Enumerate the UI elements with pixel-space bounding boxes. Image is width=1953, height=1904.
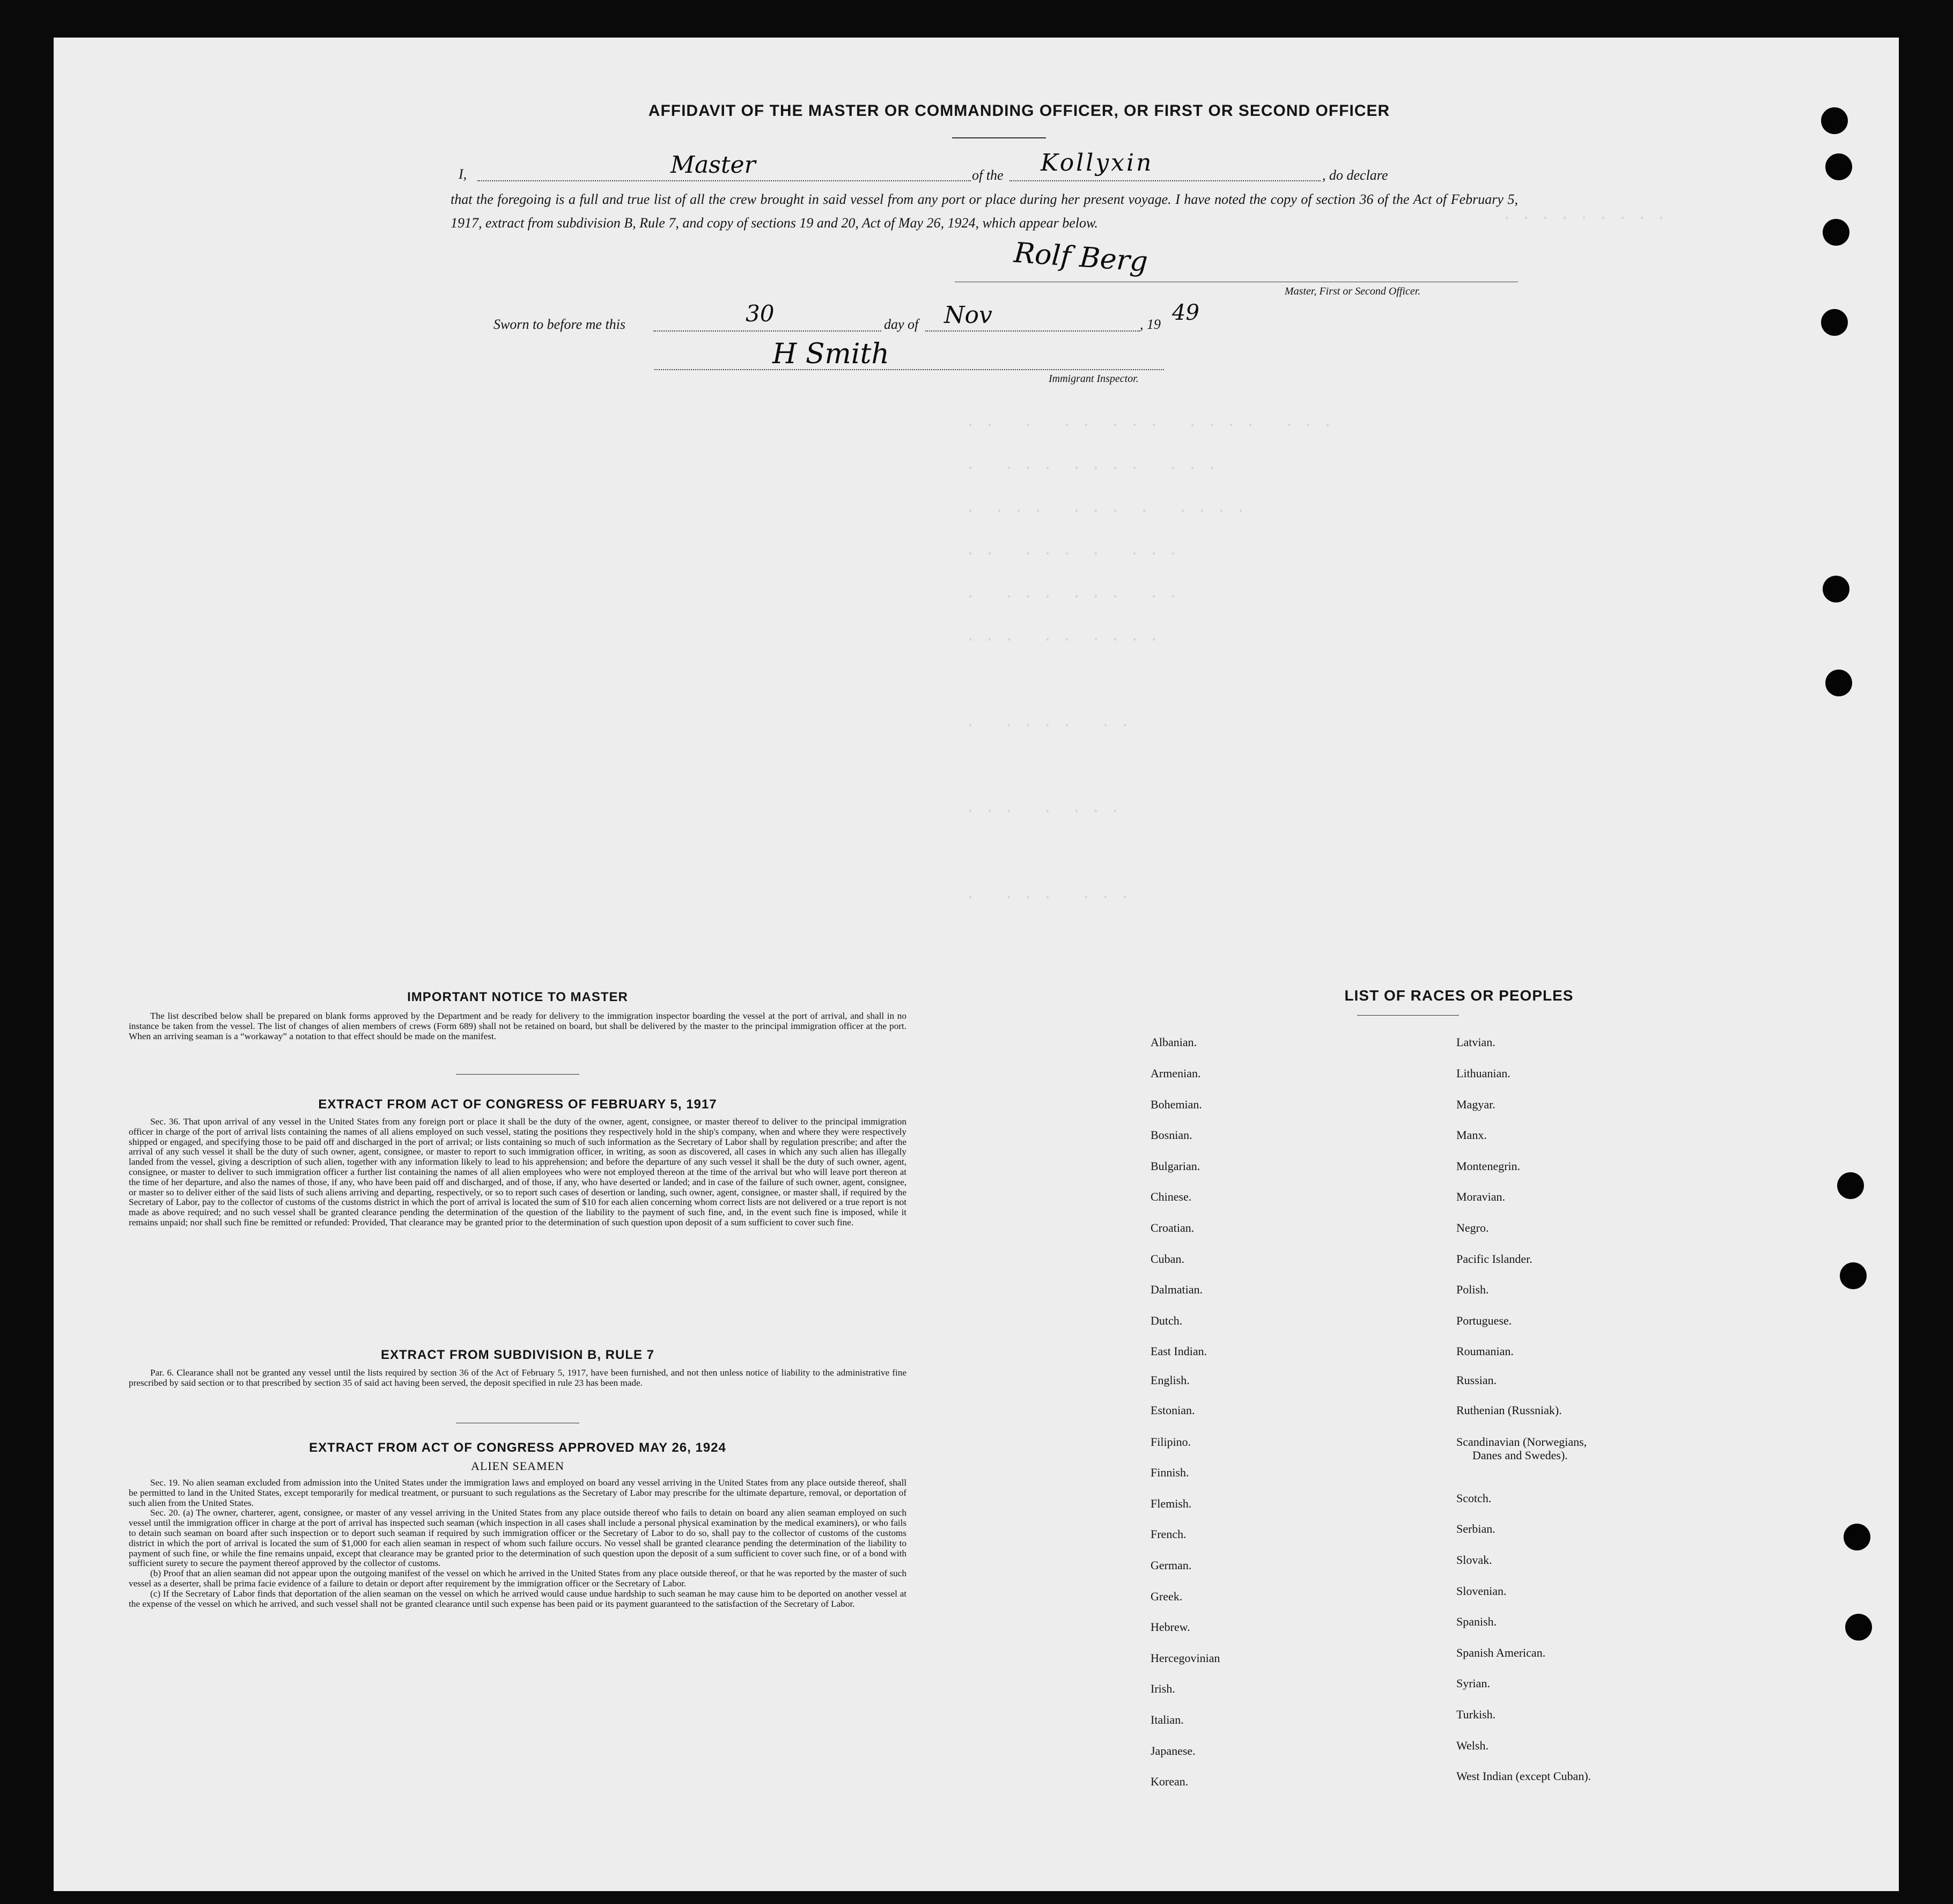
race-item: Bulgarian. — [1151, 1159, 1200, 1173]
race-item: Italian. — [1151, 1713, 1184, 1726]
inspector-signature: H Smith — [772, 338, 889, 370]
form-sheet: · · · · · · · · · . . . . . . . . . . . . . . . . . . . . . . . . . . . . . . . . . . . . . . . . . . . . . . . . . . . . . . . . . . . . . . . . . . . . . . . . . . . . . . . . . . . . . . AFFIDAVIT OF THE MASTER OR COMMANDING OFFICER, OR FIRST OR SECOND OFFICER I, Master of the Kollyxin , do declare that the foregoing is a full and true list of all the crew brought in said vessel from any port or place during her present voyage. I have noted the copy of section 36 of the Act of February 5, 1917, extract from subdivision B, Rule 7, and copy of sections 19 and 20, Act of May 26, 1924, which appear below. Rolf Berg Master, First or Second Officer. Sworn to before me this 30 day of Nov , 19 49 H Smith Immigrant Inspector. IMPORTANT NOTICE TO MASTER The list described below shall be prepared on blank forms approved by the Department and be ready for delivery to the immigration inspector boarding the vessel at the port of arrival, and shall in no instance be taken from the vessel. The list of changes of alien members of crews (Form 689) shall not be retained on board, but shall be delivered by the master to the principal immigration officer at the port. When an arriving seaman is a “workaway” a notation to that effect should be made on the manifest. EXTRACT FROM ACT OF CONGRESS OF FEBRUARY 5, 1917 Sec. 36. That upon arrival of any vessel in the United States from any foreign port or place it shall be the duty of the owner, agent, consignee, or master thereof to deliver to the principal immigration officer in charge of the port of arrival lists containing the names of all aliens employed on such vessel, stating the positions they respectively hold in the ship's company, when and where they were respectively shipped or engaged, and specifying those to be paid off and discharged in the port of arrival; or lists containing so much of such information as the Secretary of Labor shall by regulation prescribe; and after the arrival of any such vessel it shall be the duty of such owner, agent, consignee, or master to report to such immigration officer, in writing, as soon as discovered, all cases in which any such alien has illegally landed from the vessel, giving a description of such alien, together with any information likely to lead to his apprehension; and before the departure of any such vessel it shall be the duty of such owner, agent, consignee, or master to deliver to such immigration officer a further list containing the names of all alien employees who were not employed thereon at the time of the arrival but who will leave port thereon at the time of her departure, and also the names of those, if any, who have been paid off and discharged, and of those, if any, who have deserted or landed; and in case of the failure of such owner, agent, consignee, or master so to deliver either of the said lists of such aliens arriving and departing, respectively, or so to report such cases of desertion or landing, such owner, agent, consignee, or master shall, if required by the Secretary of Labor, pay to the collector of customs of the customs district in which the port of arrival is located the sum of $10 for each alien concerning whom correct lists are not delivered or a true report is not made as above required; and no such vessel shall be granted clearance pending the determination of the question of the liability to the payment of such fine, and, in the event such fine is imposed, while it remains unpaid; nor shall such fine be remitted or refunded: Provided, That clearance may be granted prior to the determination of such question upon deposit of a sum sufficient to cover such fine. EXTRACT FROM SUBDIVISION B, RULE 7 Par. 6. Clearance shall not be granted any vessel until the lists required by section 36 of the Act of February 5, 1917, have been furnished, and not then unless notice of liability to the administrative fine prescribed by said section or to that prescribed by section 35 of said act having been served, the deposit specified in rule 23 has been made. EXTRACT FROM ACT OF CONGRESS APPROVED MAY 26, 1924 ALIEN SEAMEN Sec. 19. No alien seaman excluded from admission into the United States under the immigration laws and employed on board any vessel arriving in the United States from any place outside thereof, shall be permitted to land in the United States, except temporarily for medical treatment, or pursuant to such regulations as the Secretary of Labor may prescribe for the ultimate departure, removal, or deportation of such alien from the United States. Sec. 20. (a) The owner, charterer, agent, consignee, or master of any vessel arriving in the United States from any place outside thereof who fails to detain on board any alien seaman employed on such vessel until the immigration officer in charge at the port of arrival has inspected such seaman (which inspection in all cases shall include a personal physical examination by the medical examiners), or who fails to detain such seaman on board after such inspection or to deport such seaman if required by such immigration officer or the Secretary of Labor to do so, shall pay to the collector of customs of the customs district in which the port of arrival is located the sum of $1,000 for each alien seaman in respect of whom such failure occurs. No vessel shall be granted clearance pending the determination of the liability to payment of such fine, or while the fine remains unpaid, except that clearance may be granted prior to the determination of such question upon the deposit of a sum sufficient to cover such fine, or of a bond with sufficient surety to secure the payment thereof approved by the collector of customs. (b) Proof that an alien seaman did not appear upon the outgoing manifest of the vessel on which he arrived in the United States from any place outside thereof, or that he was reported by the master of such vessel as a deserter, shall be prima facie evidence of a failure to detain or deport after requirement by the immigration officer or the Secretary of Labor. (c) If the Secretary of Labor finds that deportation of the alien seaman on the vessel on which he arrived would cause undue hardship to such seaman he may cause him to be deported on another vessel at the expense of the vessel on which he arrived, and such vessel shall not be granted clearance until such expense has been paid or its payment guaranteed to the satisfaction of the Secretary of Labor. LIST OF RACES OR PEOPLES Albanian. Armenian. Bohemian. Bosnian. Bulgarian. Chinese. Croatian. Cuban. Dalmatian. Dutch. East Indian. English. Estonian. Filipino. Finnish. Flemish. French. German. Greek. Hebrew. Hercegovinian Irish. Italian. Japanese. Korean. Latvian. Lithuanian. Magyar. Manx. Montenegrin. Moravian. Negro. Pacific Islander. Polish. Portuguese. Roumanian. Russian. Ruthenian (Russniak). Scandinavian (Norwegians, Danes and Swedes). Scotch. Serbian. Slovak. Slovenian. Spanish. Spanish American. Syrian. Turkish. Welsh. West Indian (except Cuban). — [54, 38, 1899, 1891]
race-item: Irish. — [1151, 1682, 1175, 1695]
race-item: Manx. — [1456, 1128, 1487, 1142]
sworn-label: Sworn to before me this — [493, 317, 626, 332]
punch-hole — [1823, 219, 1849, 246]
race-item: Bosnian. — [1151, 1128, 1192, 1142]
punch-hole — [1825, 153, 1852, 180]
punch-hole — [1821, 107, 1848, 134]
race-item: Russian. — [1456, 1373, 1497, 1387]
race-item: West Indian (except Cuban). — [1456, 1769, 1591, 1783]
race-item: Portuguese. — [1456, 1314, 1512, 1327]
race-item: Flemish. — [1151, 1497, 1192, 1510]
race-item: Roumanian. — [1456, 1344, 1514, 1358]
signature-caption: Master, First or Second Officer. — [1285, 285, 1421, 297]
race-item: Pacific Islander. — [1456, 1252, 1532, 1266]
race-item: Danes and Swedes). — [1472, 1449, 1568, 1462]
race-item: Japanese. — [1151, 1744, 1196, 1758]
extract-1917-text — [129, 1117, 907, 1228]
punch-hole — [1844, 1524, 1870, 1550]
race-item: Latvian. — [1456, 1035, 1495, 1049]
race-item: German. — [1151, 1559, 1192, 1572]
vessel-handwritten: Kollyxin — [1041, 149, 1154, 177]
sworn-year-handwritten: 49 — [1172, 300, 1199, 325]
rank-handwritten: Master — [670, 151, 756, 179]
race-item: Polish. — [1456, 1283, 1489, 1296]
race-item: Scotch. — [1456, 1491, 1492, 1505]
rule7-title: EXTRACT FROM SUBDIVISION B, RULE 7 — [380, 1348, 655, 1362]
rank-field-line — [477, 180, 971, 181]
race-item: Armenian. — [1151, 1067, 1201, 1080]
race-item: Negro. — [1456, 1221, 1489, 1234]
extract-1924-subtitle: ALIEN SEAMEN — [471, 1459, 564, 1473]
race-item: Filipino. — [1151, 1435, 1191, 1449]
inspector-caption: Immigrant Inspector. — [1049, 373, 1139, 385]
punch-hole — [1825, 670, 1852, 696]
race-item: Estonian. — [1151, 1403, 1195, 1417]
race-item: Serbian. — [1456, 1522, 1495, 1535]
race-item: English. — [1151, 1373, 1190, 1387]
race-item: Spanish. — [1456, 1615, 1497, 1628]
race-item: Montenegrin. — [1456, 1159, 1521, 1173]
notice-title: IMPORTANT NOTICE TO MASTER — [407, 990, 628, 1004]
declaration-text: that the foregoing is a full and true list of all the crew brought in said vessel from any port or place during her present voyage. I have noted the copy of section 36 of the Act of February 5, 1917, extract from subdivision B, Rule 7, and copy of sections 19 and 20, Act of May 26, 1924, which appear below. — [451, 192, 1518, 231]
punch-hole — [1823, 576, 1849, 602]
punch-hole — [1840, 1262, 1867, 1289]
race-item: Lithuanian. — [1456, 1067, 1510, 1080]
race-item: Korean. — [1151, 1775, 1189, 1788]
sworn-day-handwritten: 30 — [746, 300, 775, 327]
race-item: Syrian. — [1456, 1677, 1490, 1690]
sworn-month-handwritten: Nov — [944, 302, 992, 329]
punch-hole — [1821, 309, 1848, 336]
race-item: Hebrew. — [1151, 1620, 1190, 1634]
race-item: Welsh. — [1456, 1739, 1488, 1752]
affidavit-title: AFFIDAVIT OF THE MASTER OR COMMANDING OFFICER, OR FIRST OR SECOND OFFICER — [648, 102, 1390, 120]
race-item: Turkish. — [1456, 1708, 1496, 1721]
sworn-month-line — [925, 330, 1140, 332]
race-item: Magyar. — [1456, 1098, 1495, 1111]
do-declare-label: , do declare — [1322, 167, 1388, 183]
extract-1924-text — [129, 1478, 907, 1609]
day-of-label: day of — [884, 317, 919, 332]
race-item: Spanish American. — [1456, 1646, 1546, 1659]
race-item: Finnish. — [1151, 1466, 1189, 1479]
vessel-field-line — [1009, 180, 1321, 181]
races-divider — [1357, 1015, 1459, 1016]
extract-1917-title: EXTRACT FROM ACT OF CONGRESS OF FEBRUARY 5, 1917 — [318, 1097, 717, 1112]
race-item: Dalmatian. — [1151, 1283, 1203, 1296]
notice-text — [129, 1011, 907, 1041]
race-item: Dutch. — [1151, 1314, 1183, 1327]
race-item: Cuban. — [1151, 1252, 1184, 1266]
race-item: East Indian. — [1151, 1344, 1207, 1358]
of-the-label: of the — [972, 167, 1004, 183]
races-title: LIST OF RACES OR PEOPLES — [1344, 987, 1574, 1004]
notice-divider — [456, 1074, 579, 1075]
sec20c-paragraph: (c) If the Secretary of Labor finds that deportation of the alien seaman on the vessel on which he arrived would cause undue hardship to such seaman he may cause him to be deported on another vessel at the expense of the vessel on which he arrived, and such vessel shall not be granted clearance until such expense has been paid or its payment guaranteed to the satisfaction of the Secretary of Labor. — [129, 1588, 907, 1609]
master-signature: Rolf Berg — [1013, 237, 1149, 278]
race-item: Croatian. — [1151, 1221, 1195, 1234]
sec20a-paragraph: Sec. 20. (a) The owner, charterer, agent, consignee, or master of any vessel arriving in the United States from any place outside thereof who fails to detain on board any alien seaman employed on such vessel until the immigration officer in charge at the port of arrival has inspected such seaman (which inspection in all cases shall include a personal physical examination by the medical examiners), or who fails to detain such seaman on board after such inspection or to deport such seaman if required by such immigration officer or the Secretary of Labor to do so, shall pay to the collector of customs of the customs district in which the port of arrival is located the sum of $1,000 for each alien seaman in respect of whom such failure occurs. No vessel shall be granted clearance pending the determination of the liability to payment of such fine, or while the fine remains unpaid, except that clearance may be granted prior to the determination of such question upon the deposit of a sum sufficient to cover such fine, or of a bond with sufficient surety to secure the payment thereof approved by the collector of customs. — [129, 1508, 907, 1569]
punch-hole — [1845, 1614, 1872, 1641]
race-item: French. — [1151, 1527, 1186, 1541]
race-item: Moravian. — [1456, 1190, 1506, 1203]
race-item: Ruthenian (Russniak). — [1456, 1403, 1562, 1417]
rule7-text — [129, 1368, 907, 1388]
i-label: I, — [459, 166, 467, 182]
sworn-day-line — [653, 330, 881, 332]
year-prefix-label: , 19 — [1140, 317, 1161, 332]
race-item: Hercegovinian — [1151, 1651, 1220, 1665]
extract-1917-paragraph: Sec. 36. That upon arrival of any vessel in the United States from any foreign port or place it shall be the duty of the owner, agent, consignee, or master thereof to deliver to the principal immigration officer in charge of the port of arrival lists containing the names of all aliens employed on such vessel, stating the positions they respectively hold in the ship's company, when and where they were respectively shipped or engaged, and specifying those to be paid off and discharged in the port of arrival; or lists containing so much of such information as the Secretary of Labor shall by regulation prescribe; and after the arrival of any such vessel it shall be the duty of such owner, agent, consignee, or master to report to such immigration officer, in writing, as soon as discovered, all cases in which any such alien has illegally landed from the vessel, giving a description of such alien, together with any information likely to lead to his apprehension; and before the departure of any such vessel it shall be the duty of such owner, agent, consignee, or master to deliver to such immigration officer a further list containing the names of all alien employees who were not employed thereon at the time of the arrival but who will leave port thereon at the time of her departure, and also the names of those, if any, who have been paid off and discharged, and of those, if any, who have deserted or landed; and in case of the failure of such owner, agent, consignee, or master so to deliver either of the said lists of such aliens arriving and departing, respectively, or so to report such cases of desertion or landing, such owner, agent, consignee, or master shall, if required by the Secretary of Labor, pay to the collector of customs of the customs district in which the port of arrival is located the sum of $10 for each alien concerning whom correct lists are not delivered or a true report is not made as above required; and no such vessel shall be granted clearance pending the determination of the question of the liability to the payment of such fine, and, in the event such fine is imposed, while it remains unpaid; nor shall such fine be remitted or refunded: Provided, That clearance may be granted prior to the determination of such question upon deposit of a sum sufficient to cover such fine. — [129, 1116, 907, 1227]
race-item: Bohemian. — [1151, 1098, 1202, 1111]
rule7-paragraph: Par. 6. Clearance shall not be granted any vessel until the lists required by section 36 of the Act of February 5, 1917, have been furnished, and not then unless notice of liability to the administrative fine prescribed by said section or to that prescribed by section 35 of said act having been served, the deposit specified in rule 23 has been made. — [129, 1368, 907, 1388]
race-item: Greek. — [1151, 1590, 1183, 1603]
race-item: Slovenian. — [1456, 1584, 1507, 1598]
inspector-line — [654, 369, 1164, 370]
race-item: Chinese. — [1151, 1190, 1192, 1203]
notice-paragraph: The list described below shall be prepared on blank forms approved by the Department and be ready for delivery to the immigration inspector boarding the vessel at the port of arrival, and shall in no instance be taken from the vessel. The list of changes of alien members of crews (Form 689) shall not be retained on board, but shall be delivered by the master to the principal immigration officer at the port. When an arriving seaman is a “workaway” a notation to that effect should be made on the manifest. — [129, 1011, 907, 1041]
title-divider — [952, 137, 1046, 138]
race-item: Scandinavian (Norwegians, — [1456, 1435, 1587, 1449]
race-item: Albanian. — [1151, 1035, 1197, 1049]
race-item: Slovak. — [1456, 1553, 1492, 1567]
punch-hole — [1837, 1172, 1864, 1199]
sec20b-paragraph: (b) Proof that an alien seaman did not appear upon the outgoing manifest of the vessel on which he arrived in the United States from any place outside thereof, or that he was reported by the master of such vessel as a deserter, shall be prima facie evidence of a failure to detain or deport after requirement by the immigration officer or the Secretary of Labor. — [129, 1568, 907, 1589]
extract-1924-title: EXTRACT FROM ACT OF CONGRESS APPROVED MAY 26, 1924 — [309, 1440, 726, 1455]
sec19-paragraph: Sec. 19. No alien seaman excluded from admission into the United States under the immigration laws and employed on board any vessel arriving in the United States from any place outside thereof, shall be permitted to land in the United States, except temporarily for medical treatment, or pursuant to such regulations as the Secretary of Labor may prescribe for the ultimate departure, removal, or deportation of such alien from the United States. — [129, 1477, 907, 1508]
